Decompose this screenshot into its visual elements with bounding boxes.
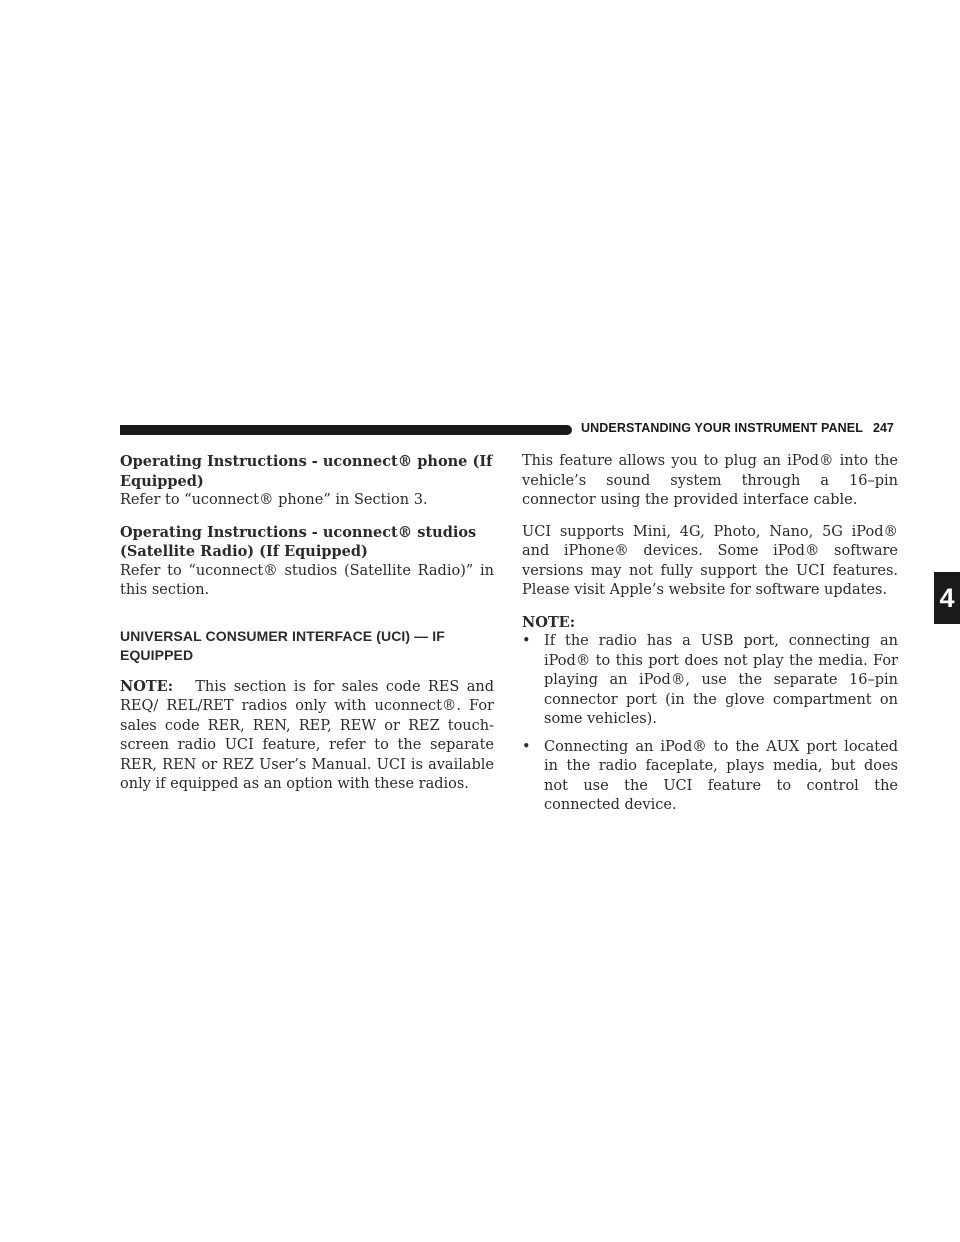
studios-body: Refer to “uconnect® studios (Satellite Radio)” in this section. — [120, 562, 494, 598]
uci-section-heading — [120, 627, 494, 665]
supports-paragraph: UCI supports Mini, 4G, Photo, Nano, 5G iPod® and iPhone® devices. Some iPod® software versions may not fully support the UCI features. Please visit Apple’s website for software updates. — [522, 523, 898, 598]
header-rule — [120, 425, 572, 435]
note-label: NOTE: — [522, 613, 576, 631]
uci-note-body: This section is for sales code RES and REQ/ REL/RET radios only with uconnect®. For sales code RER, REN, REP, REW or REZ touch-screen radio UCI feature, refer to the separate RER, REN or REZ User’s Manual. UCI is available only if equipped as an option with these radios. — [120, 678, 495, 792]
phone-subheading-line-1: Operating Instructions - uconnect® phone (If — [120, 453, 493, 470]
phone-body: Refer to “uconnect® phone” in Section 3. — [120, 492, 428, 508]
feature-paragraph: This feature allows you to plug an iPod® into the vehicle’s sound system through a 16–pin connector using the provided interface cable. — [522, 453, 898, 508]
chapter-tab[interactable]: 4 — [934, 572, 960, 624]
uci-heading-line-1: UNIVERSAL CONSUMER INTERFACE (UCI) — IF — [120, 627, 445, 644]
left-column — [120, 452, 494, 795]
phone-subheading — [120, 452, 494, 491]
bullet-icon: • — [522, 738, 531, 755]
studios-subheading-line-2: (Satellite Radio) (If Equipped) — [120, 543, 368, 560]
bullet-text: Connecting an iPod® to the AUX port located in the radio faceplate, plays media, but does not use the UCI feature to control the connected device. — [544, 738, 898, 813]
bullet-icon: • — [522, 633, 531, 649]
list-item — [522, 738, 898, 816]
running-header-title: UNDERSTANDING YOUR INSTRUMENT PANEL — [581, 421, 863, 435]
list-item — [522, 632, 898, 730]
phone-subheading-line-2: Equipped) — [120, 472, 204, 490]
uci-note-paragraph — [120, 677, 494, 795]
right-column — [522, 452, 898, 816]
bullet-text: If the radio has a USB port, connecting an iPod® to this port does not play the media. For playing an iPod®, use the separate 16–pin connector port (in the glove compartment on some vehicles). — [544, 633, 898, 727]
uci-note-label: NOTE: — [120, 677, 174, 695]
page-number: 247 — [873, 421, 894, 435]
uci-heading-line-2: EQUIPPED — [120, 646, 194, 663]
studios-subheading — [120, 523, 494, 562]
studios-subheading-line-1: Operating Instructions - uconnect® studios — [120, 523, 477, 541]
